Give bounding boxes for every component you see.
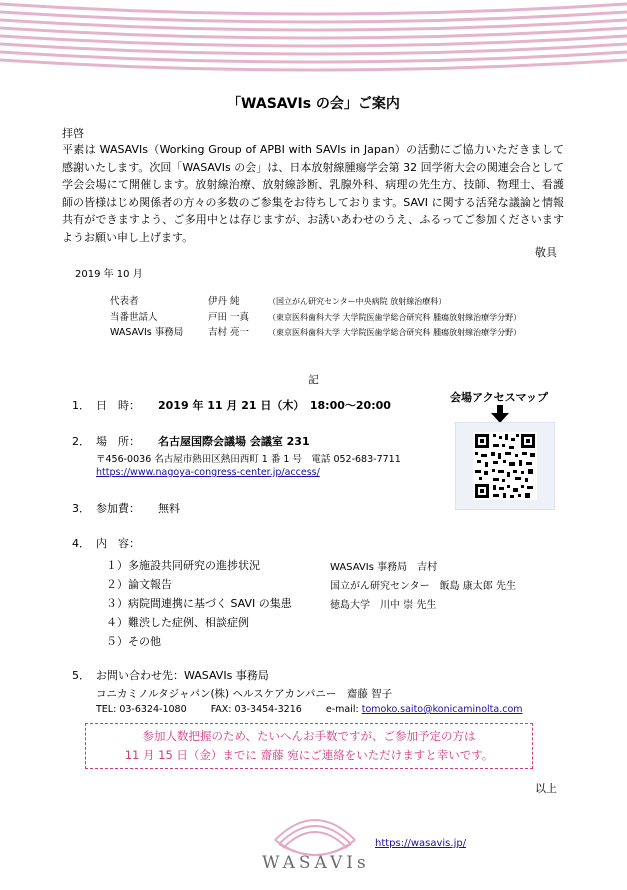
greeting: 拝啓 [62, 127, 84, 140]
letter-date: 2019 年 10 月 [75, 269, 143, 280]
program-item: ２）論文報告 [106, 578, 172, 591]
section-fee [72, 500, 180, 516]
contact-email-label: e-mail: [325, 704, 359, 715]
organizer-name: 戸田 一真 [208, 312, 250, 323]
section-value: 無料 [158, 502, 180, 515]
organizer-name: 吉村 亮一 [208, 327, 250, 338]
rsvp-notice [85, 723, 533, 769]
page-title: 「WASAVIs の会」ご案内 [227, 96, 400, 112]
organizer-role: WASAVIs 事務局 [110, 327, 184, 338]
section-datetime [72, 397, 391, 413]
organizer-affiliation: （国立がん研究センター中央病院 放射線治療科） [268, 297, 447, 306]
qr-code[interactable] [455, 422, 555, 510]
organizer-role: 代表者 [110, 296, 139, 307]
venue-address: 〒456-0036 名古屋市熱田区熱田西町 1 番 1 号 電話 052-683-7711 [96, 454, 401, 465]
header-stripes [0, 0, 627, 90]
logo-wordmark: WASAVIs [262, 853, 370, 873]
contact-company: コニカミノルタジャパン(株) ヘルスケアカンパニー 齋藤 智子 [96, 688, 393, 700]
program-speaker: WASAVIs 事務局 吉村 [330, 562, 438, 573]
organizer-name: 伊丹 純 [208, 296, 240, 307]
contact-line [96, 704, 523, 715]
body-paragraph: 平素は WASAVIs（Working Group of APBI with SAVIs in Japan）の活動にご協力いただきまして感謝いたします。次回「WASAVIs の会」は、日本放射線腫瘍学会第 32 回学術大会の関連会合として学会会場にて開催します。放射線治療、放射線診断、乳腺外科、病理の先生方、技師、物理士、看護師の皆様はじめ関係者の方々の多数のご参集をお待ちしております。SAVI に関する活発な議論と情報共有ができますよう、ご多用中とは存じますが、お誘いあわせのうえ、ふるってご参加くださいますようお願い申し上げます。 [62, 143, 564, 244]
program-item: ４）難渋した症例、相談症例 [106, 616, 249, 629]
program-item: １）多施設共同研究の進捗状況 [106, 559, 260, 572]
program-item: ３）病院間連携に基づく SAVI の集患 [106, 597, 292, 610]
section-content [72, 535, 140, 551]
closing: 敬具 [535, 246, 557, 259]
venue-access-link[interactable]: https://www.nagoya-congress-center.jp/access/ [96, 467, 320, 478]
section-number: 3． [72, 502, 90, 515]
organizer-affiliation: （東京医科歯科大学 大学院医歯学総合研究科 腫瘍放射線治療学分野） [268, 328, 522, 337]
section-label: 日 時： [96, 399, 140, 412]
notice-line: 11 月 15 日（金）までに 齋藤 宛にご連絡をいただけますと幸いです。 [124, 748, 494, 762]
section-value: 名古屋国際会議場 会議室 231 [158, 435, 310, 448]
contact-email-link[interactable]: tomoko.saito@konicaminolta.com [361, 704, 523, 715]
section-label: 参加費： [96, 502, 140, 515]
section-label: お問い合わせ先：WASAVIs 事務局 [96, 669, 269, 682]
contact-tel: TEL: 03-6324-1080 [96, 704, 187, 715]
organizer-affiliation: （東京医科歯科大学 大学院医歯学総合研究科 腫瘍放射線治療学分野） [268, 313, 522, 322]
website-link[interactable]: https://wasavis.jp/ [375, 838, 467, 849]
section-label: 内 容： [96, 537, 140, 550]
section-label: 場 所： [96, 435, 140, 448]
section-value: 2019 年 11 月 21 日（木） 18:00〜20:00 [158, 399, 391, 412]
ki-heading: 記 [308, 374, 319, 386]
section-number: 2． [72, 435, 90, 448]
arrow-down-icon [490, 405, 510, 423]
organizer-row [110, 324, 521, 338]
ijo: 以上 [535, 782, 557, 795]
section-contact [72, 667, 269, 683]
section-number: 1． [72, 399, 90, 412]
notice-line: 参加人数把握のため、たいへんお手数ですが、ご参加予定の方は [142, 729, 476, 743]
qr-caption: 会場アクセスマップ [450, 391, 549, 404]
section-number: 5． [72, 669, 90, 682]
program-item: ５）その他 [106, 635, 161, 648]
organizer-role: 当番世話人 [110, 312, 158, 323]
section-number: 4． [72, 537, 90, 550]
program-speaker: 徳島大学 川中 崇 先生 [330, 600, 437, 611]
section-venue [72, 433, 310, 449]
organizer-row [110, 309, 521, 323]
organizer-row [110, 293, 446, 307]
contact-fax: FAX: 03-3454-3216 [210, 704, 302, 715]
program-speaker: 国立がん研究センター 飯島 康太郎 先生 [330, 581, 516, 592]
